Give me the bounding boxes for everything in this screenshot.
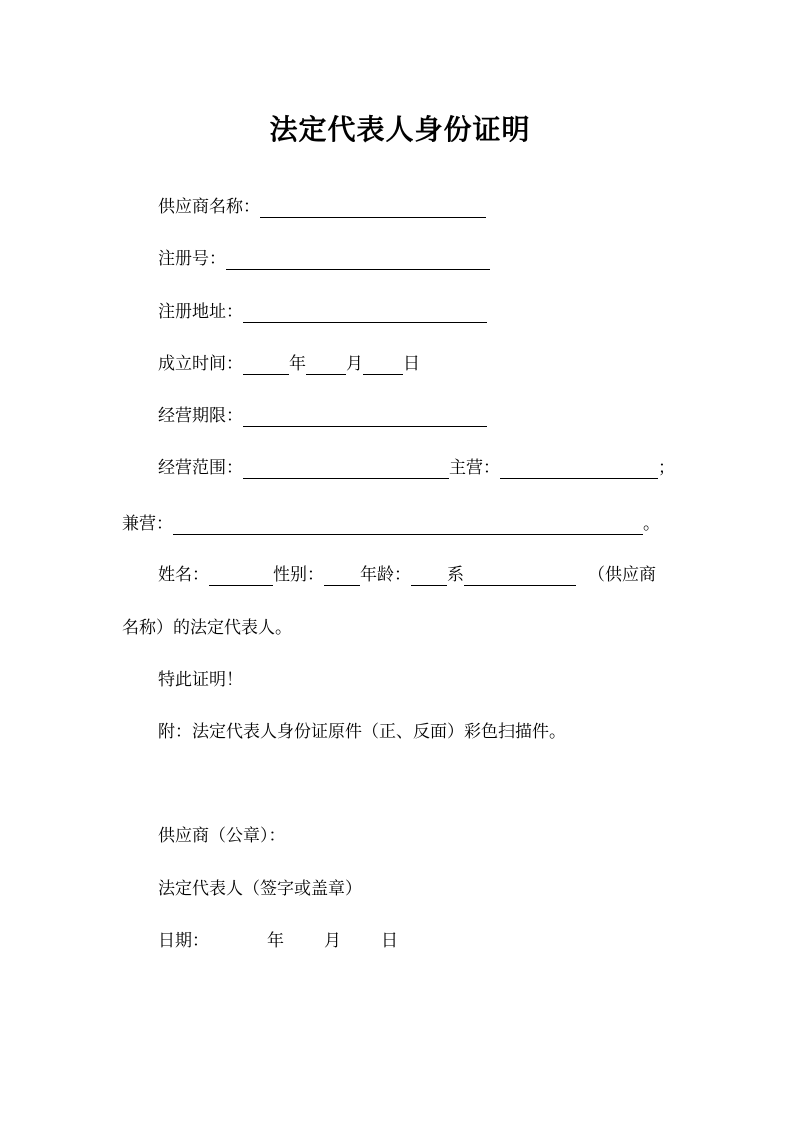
main-business-label: 主营： [449,458,500,478]
special-proof-text: 特此证明！ [158,670,243,690]
supplier-seal-label: 供应商（公章）： [158,826,286,846]
legal-rep-continuation-text: 名称）的法定代表人。 [122,618,292,638]
period-mark: 。 [643,514,660,534]
gender-label: 性别： [273,565,324,585]
business-period-blank[interactable] [243,404,487,427]
established-year-blank[interactable] [243,352,289,375]
is-label: 系 [447,565,464,585]
date-day-label: 日 [381,931,398,951]
date-year-label: 年 [267,931,284,951]
semicolon: ； [658,458,675,478]
supplier-seal-row [158,818,286,854]
signature-date-row [158,923,398,959]
established-day-blank[interactable] [363,352,403,375]
side-business-row [122,506,660,542]
legal-rep-info-row [158,557,656,593]
legal-rep-sign-row [158,871,362,907]
legal-rep-continuation-row [122,610,292,646]
registration-number-label: 注册号： [158,249,226,269]
established-date-row [158,346,420,382]
registration-number-blank[interactable] [226,247,490,270]
supplier-name-blank[interactable] [260,195,486,218]
month-label: 月 [346,354,363,374]
supplier-name-row [158,189,486,225]
legal-rep-sign-label: 法定代表人（签字或盖章） [158,879,362,899]
main-business-blank[interactable] [500,456,658,479]
gender-blank[interactable] [324,563,360,586]
business-scope-blank[interactable] [243,456,449,479]
date-label: 日期： [158,931,209,951]
business-period-row [158,398,487,434]
registered-address-blank[interactable] [243,300,487,323]
age-blank[interactable] [411,563,447,586]
name-label: 姓名： [158,565,209,585]
year-label: 年 [289,354,306,374]
supplier-paren-open: （供应商 [588,565,656,585]
name-blank[interactable] [209,563,273,586]
organization-blank[interactable] [464,563,576,586]
day-label: 日 [403,354,420,374]
side-business-blank[interactable] [173,512,643,535]
business-period-label: 经营期限： [158,406,243,426]
supplier-name-label: 供应商名称： [158,197,260,217]
date-month-label: 月 [324,931,341,951]
business-scope-row [158,450,675,486]
registered-address-row [158,294,487,330]
registered-address-label: 注册地址： [158,302,243,322]
age-label: 年龄： [360,565,411,585]
established-month-blank[interactable] [306,352,346,375]
attachment-note-row [158,714,566,750]
attachment-note-text: 附：法定代表人身份证原件（正、反面）彩色扫描件。 [158,722,566,742]
registration-number-row [158,241,490,277]
side-business-label: 兼营： [122,514,173,534]
page-title: 法定代表人身份证明 [269,113,531,146]
established-label: 成立时间： [158,354,243,374]
special-proof-row [158,662,243,698]
business-scope-label: 经营范围： [158,458,243,478]
